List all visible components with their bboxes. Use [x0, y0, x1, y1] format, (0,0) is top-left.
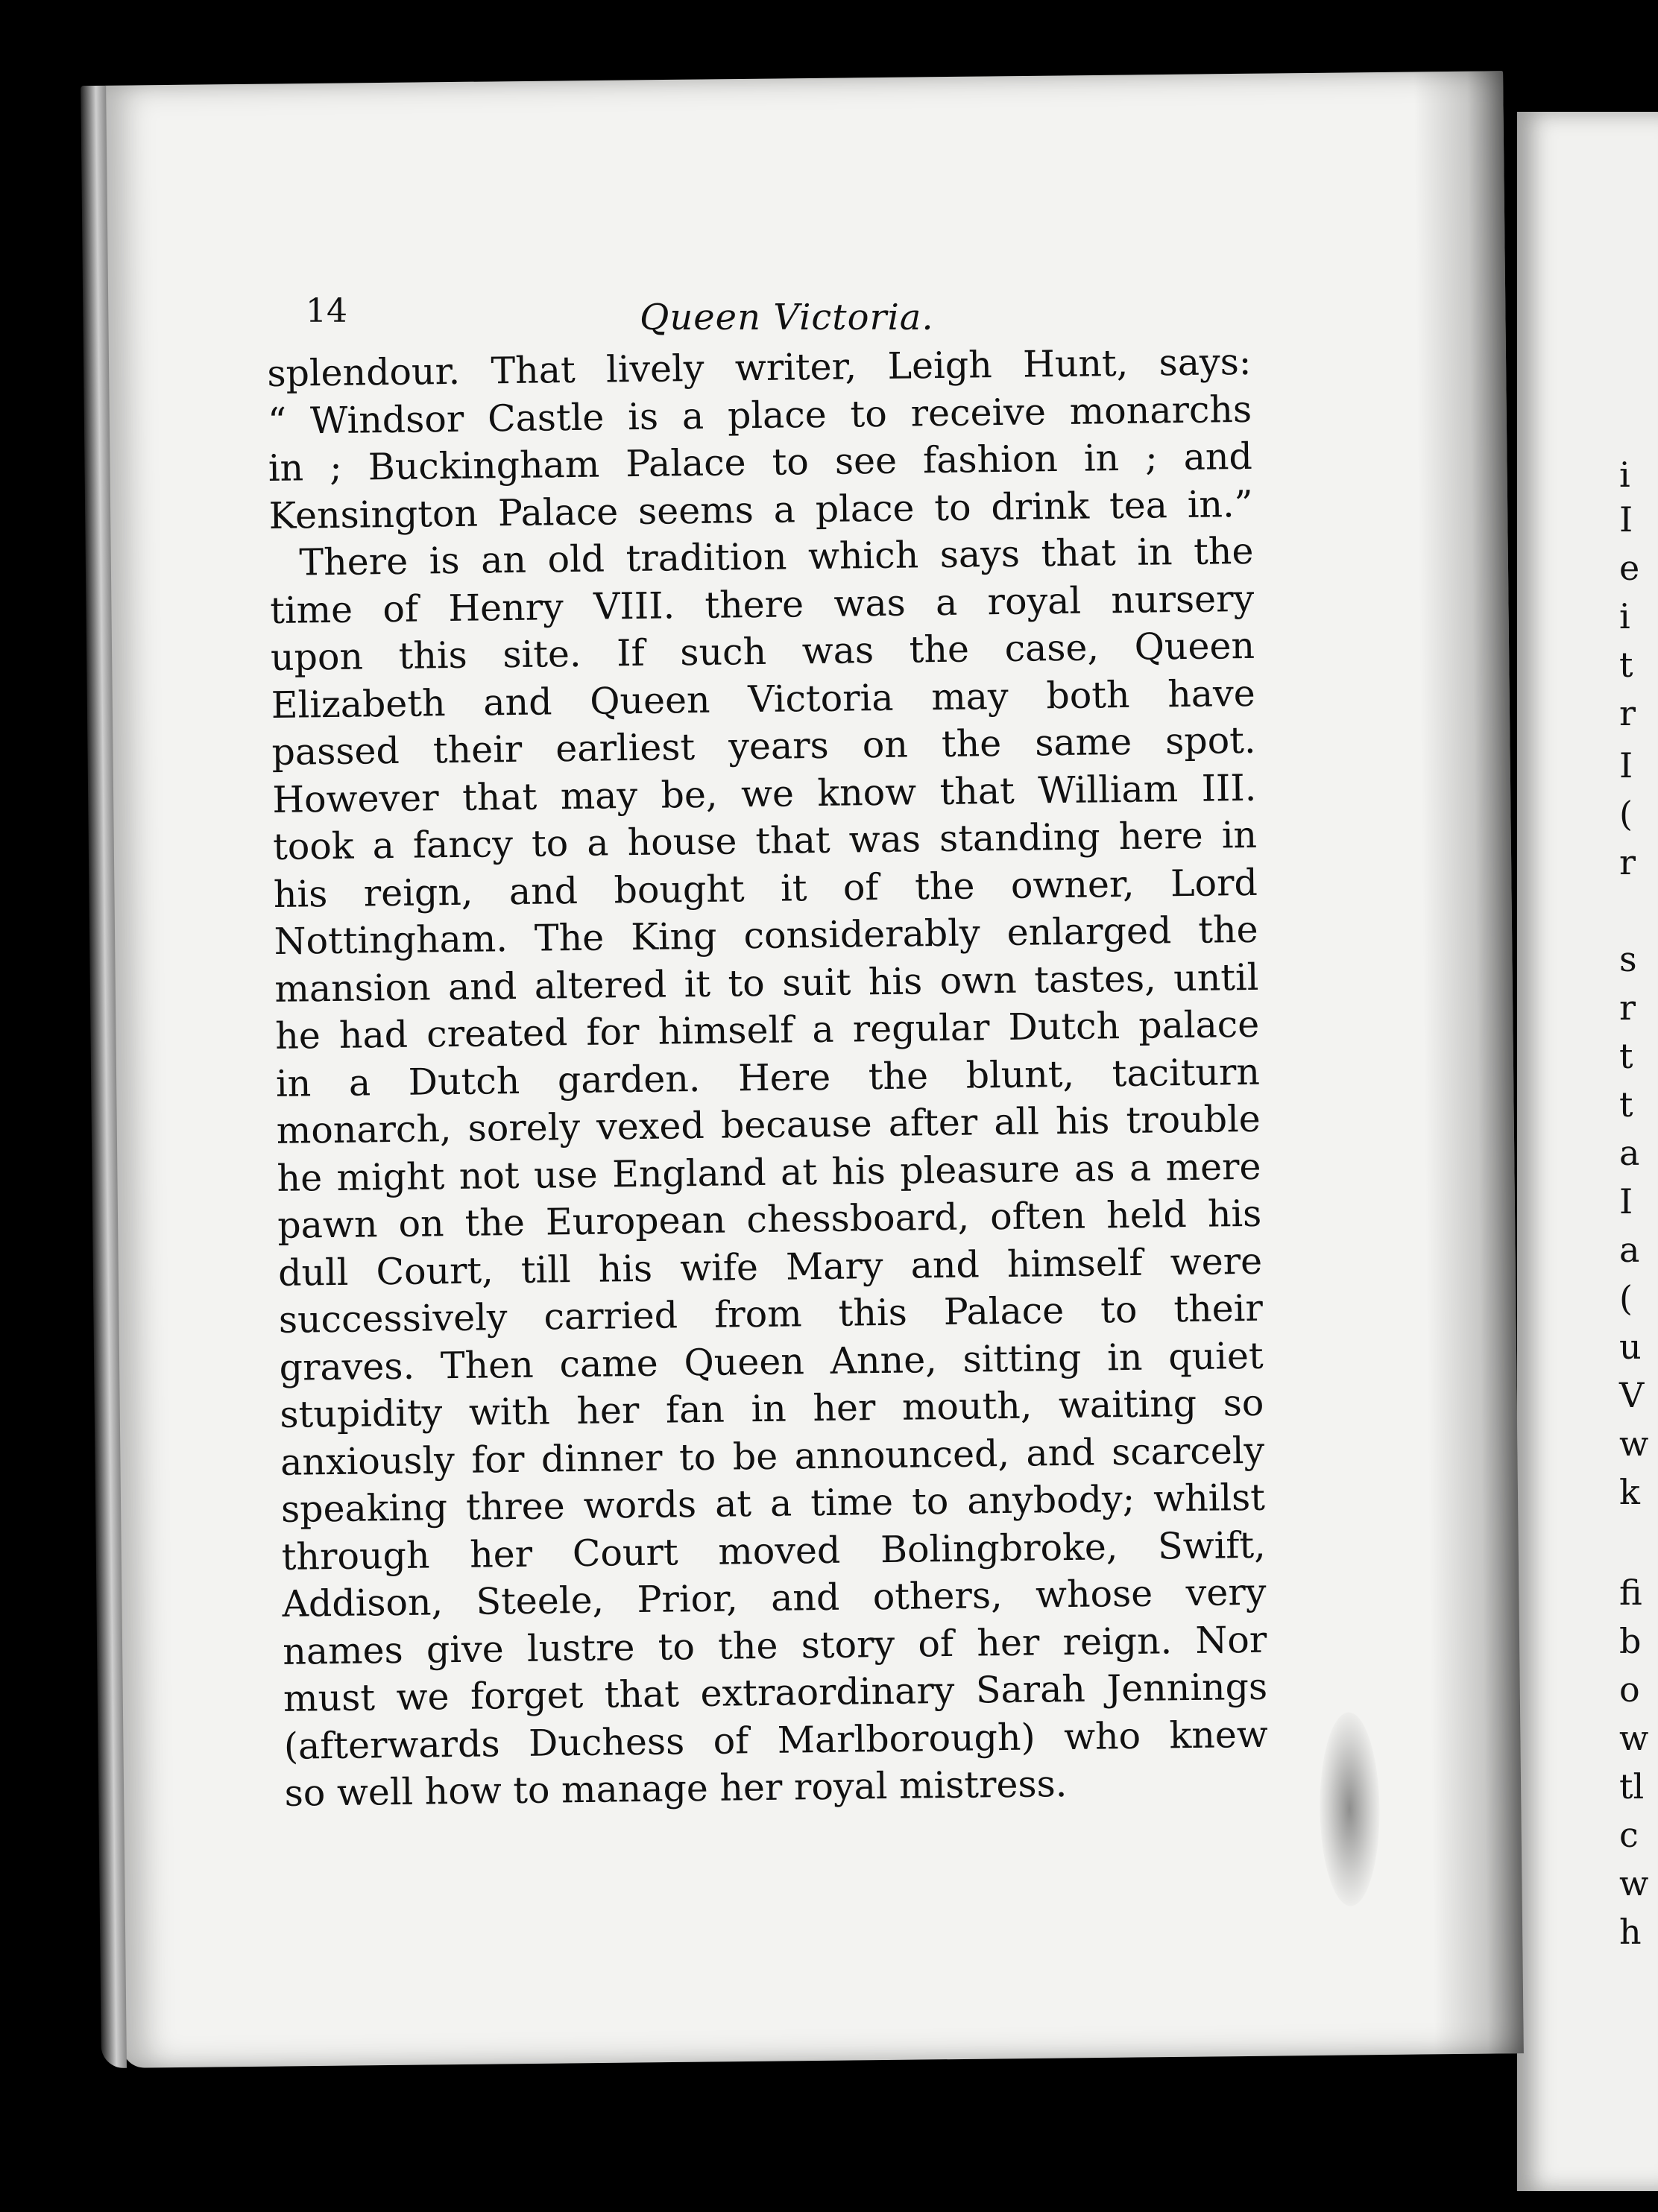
text-line: However that may be, we know that William III. — [272, 766, 1257, 821]
text-line: stupidity with her fan in her mouth, waiting so — [280, 1381, 1264, 1436]
facing-fragment: w — [1619, 1423, 1649, 1464]
facing-fragment: fi — [1619, 1573, 1642, 1613]
facing-fragment: I — [1619, 499, 1633, 540]
text-line: Kensington Palace seems a place to drink tea in.” — [268, 482, 1253, 537]
facing-fragment: V — [1619, 1375, 1645, 1415]
page-gutter-shadow — [1413, 71, 1524, 2054]
facing-fragment: c — [1619, 1815, 1639, 1855]
text-line: graves. Then came Queen Anne, sitting in quiet — [279, 1334, 1264, 1389]
text-line: anxiously for dinner to be announced, and scarcely — [280, 1429, 1265, 1484]
facing-fragment: t — [1619, 645, 1633, 685]
text-line: took a fancy to a house that was standing here in — [272, 813, 1258, 868]
facing-fragment: I — [1619, 745, 1633, 786]
text-line: Elizabeth and Queen Victoria may both have — [271, 672, 1256, 727]
text-line: upon this site. If such was the case, Queen — [270, 624, 1255, 679]
facing-fragment: u — [1619, 1327, 1642, 1367]
text-line: (afterwards Duchess of Marlborough) who knew — [283, 1713, 1269, 1768]
facing-fragment: ( — [1619, 1278, 1633, 1318]
text-line: mansion and altered it to suit his own tastes, until — [274, 955, 1259, 1011]
text-line: time of Henry VIII. there was a royal nursery — [269, 577, 1255, 632]
text-line: There is an old tradition which says that in the — [299, 529, 1254, 584]
text-line: must we forget that extraordinary Sarah Jennings — [283, 1665, 1268, 1720]
facing-fragment: o — [1619, 1669, 1640, 1710]
text-line: through her Court moved Bolingbroke, Swift, — [281, 1523, 1267, 1579]
text-line: successively carried from this Palace to their — [278, 1286, 1264, 1342]
facing-fragment: w — [1619, 1718, 1649, 1758]
text-line: Addison, Steele, Prior, and others, whose very — [282, 1570, 1267, 1625]
facing-fragment: r — [1619, 842, 1636, 882]
facing-fragment: a — [1619, 1230, 1640, 1270]
facing-fragment: i — [1619, 596, 1630, 636]
text-line: so well how to manage her royal mistress. — [284, 1763, 1068, 1815]
facing-fragment: I — [1619, 1181, 1633, 1222]
facing-fragment: e — [1619, 548, 1640, 588]
facing-fragment: k — [1619, 1472, 1640, 1512]
text-line: splendour. That lively writer, Leigh Hunt, says: — [267, 340, 1252, 395]
text-line: he might not use England at his pleasure as a mere — [277, 1145, 1261, 1200]
facing-fragment: i — [1619, 455, 1630, 495]
text-line: passed their earliest years on the same spot. — [271, 718, 1256, 774]
text-line: in a Dutch garden. Here the blunt, taciturn — [275, 1050, 1261, 1105]
facing-fragment: t — [1619, 1084, 1633, 1125]
text-line: pawn on the European chessboard, often held his — [277, 1192, 1262, 1247]
text-line: Nottingham. The King considerably enlarged the — [274, 908, 1258, 963]
facing-fragment: w — [1619, 1863, 1649, 1903]
text-line: names give lustre to the story of her reign. Nor — [282, 1618, 1267, 1673]
text-line: “ Windsor Castle is a place to receive monarchs — [267, 388, 1252, 443]
facing-fragment: r — [1619, 987, 1636, 1028]
text-line: he had created for himself a regular Dutch palace — [274, 1002, 1260, 1058]
facing-fragment: a — [1619, 1133, 1640, 1173]
running-title: Queen Victoria. — [640, 297, 934, 338]
facing-fragment: r — [1619, 693, 1636, 733]
page-stain — [1319, 1712, 1381, 1906]
text-line: his reign, and bought it of the owner, Lord — [273, 861, 1258, 916]
text-line: in ; Buckingham Palace to see fashion in ; and — [268, 434, 1253, 490]
text-line: monarch, sorely vexed because after all his trouble — [276, 1097, 1261, 1152]
page-edge — [81, 86, 127, 2068]
page-number: 14 — [306, 292, 347, 330]
facing-fragment: ( — [1619, 794, 1633, 834]
text-line: speaking three words at a time to anybody; whilst — [280, 1476, 1266, 1531]
scanner-edge — [1558, 0, 1658, 112]
facing-fragment: tl — [1619, 1766, 1645, 1807]
text-line: dull Court, till his wife Mary and himself were — [277, 1239, 1263, 1295]
facing-fragment: h — [1619, 1912, 1642, 1952]
facing-fragment: b — [1619, 1621, 1642, 1661]
facing-fragment: s — [1619, 939, 1637, 979]
body-text — [267, 338, 1276, 1818]
facing-fragment: t — [1619, 1036, 1633, 1076]
